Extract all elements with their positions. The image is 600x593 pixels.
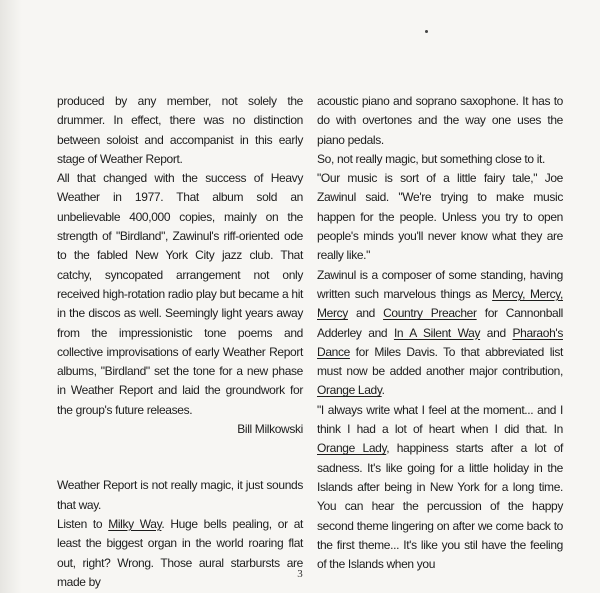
text-run: and: [347, 306, 384, 321]
paragraph: Weather Report is not really magic, it just sounds that way.: [57, 478, 303, 512]
paragraph: [317, 401, 563, 575]
text-run: Zawinul is a composer of some standing, having written such marvelous things as: [317, 267, 563, 301]
paragraph: produced by any member, not solely the drummer. In effect, there was no distinction between soloist and accompanist in this early stage of Weather Report.: [57, 94, 303, 166]
author-signature: Bill Milkowski: [237, 422, 303, 437]
song-title: Orange Lady: [317, 383, 382, 398]
song-title: Country Preacher: [383, 306, 477, 321]
text-run: for Miles Davis. To that abbreviated list must now be added another major contribution,: [317, 344, 563, 379]
left-column: [57, 92, 303, 592]
paragraph: All that changed with the success of Heavy Weather in 1977. That album sold an unbelievable 400,000 copies, mainly on the strength of "Birdland", Zawinul's riff-oriented ode to the fabled New York City jazz club. That catchy, syncopated arrangement not only received high-rotation radio play but became a hit in the discos as well. Seemingly light years away from the impressionistic tone poems and collective improvisations of early Weather Report albums, "Birdland" set the tone for a new phase in Weather Report and laid the groundwork for the group's future releases.: [57, 171, 303, 417]
text-run: "I always write what I feel at the moment... and I think I had a lot of heart when I did that. In: [317, 402, 563, 437]
right-column: [317, 92, 563, 574]
print-speck: [425, 30, 428, 33]
song-title: Pharaoh's Dance: [317, 325, 563, 359]
text-run: and: [480, 325, 513, 340]
paragraph-gap: [57, 439, 303, 476]
text-run: for Cannonball Adderley and: [317, 306, 563, 340]
song-title: Orange Lady: [317, 441, 387, 456]
text-run: , happiness starts after a lot of sadness. It's like going for a little holiday in the Islands after being in New York for a long time. You can hear the percussion of the happy second theme lingering on after we come back to the first theme... It's like you stil have the feeling of the Islands when you: [317, 441, 563, 572]
text-run: Listen to: [57, 516, 109, 531]
page-fold-shadow: [0, 0, 22, 593]
song-title: In A Silent Way: [393, 325, 481, 340]
paragraph: So, not really magic, but something close to it.: [317, 151, 545, 166]
paragraph: acoustic piano and soprano saxophone. It has to do with overtones and the way one uses the piano pedals.: [317, 94, 563, 147]
paragraph: [317, 266, 563, 401]
song-title: Mercy, Mercy, Mercy: [317, 286, 563, 321]
song-title: Milky Way: [108, 516, 162, 531]
text-run: . Huge bells pealing, or at least the biggest organ in the world roaring flat out, right? Wrong. Those aural starbursts are made by: [57, 516, 304, 589]
text-run: .: [381, 383, 385, 398]
paragraph: [57, 515, 303, 592]
page-number: 3: [297, 568, 303, 580]
paragraph: "Our music is sort of a little fairy tale," Joe Zawinul said. "We're trying to make music happen for the people. Unless you try to open people's minds you'll never know what they are really like.": [317, 171, 563, 263]
